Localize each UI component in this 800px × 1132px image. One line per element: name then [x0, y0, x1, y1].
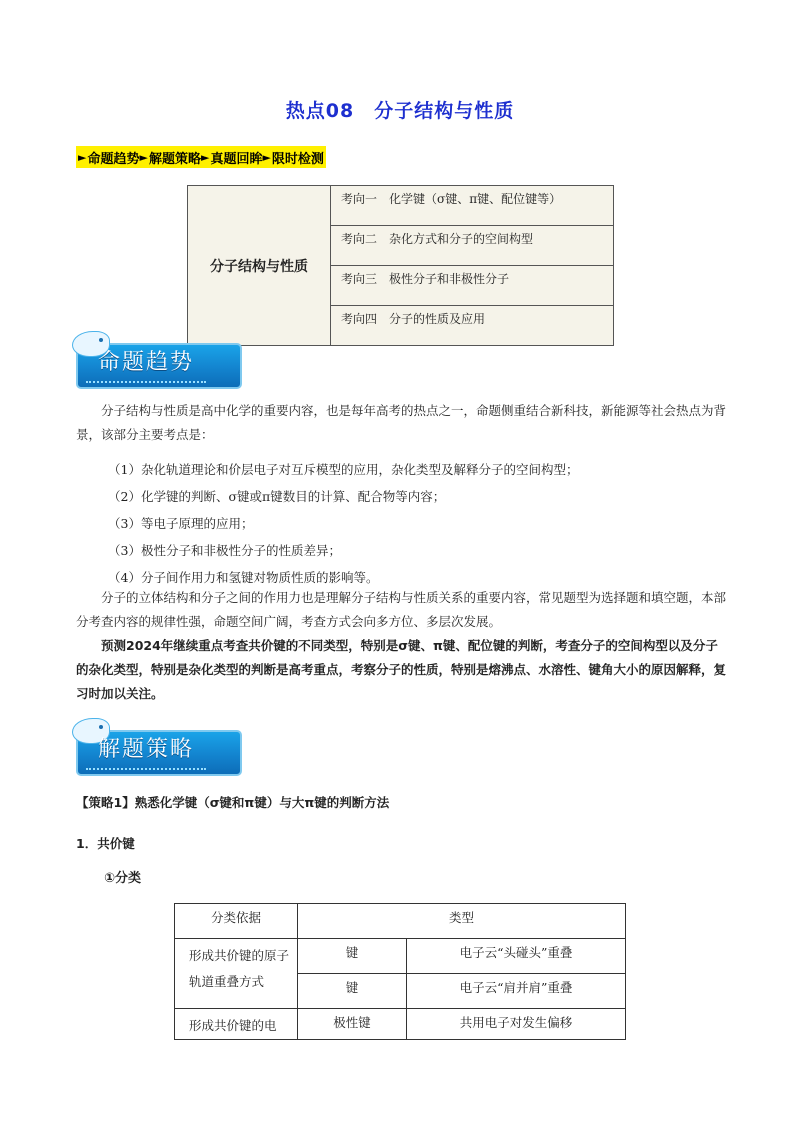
table-cell: 形成共价键的电: [175, 1009, 298, 1040]
strategy-section-badge: 解题策略: [72, 718, 240, 778]
table-cell: 键: [298, 974, 407, 1009]
overview-item: 考向二 杂化方式和分子的空间构型: [331, 226, 614, 266]
table-cell: 电子云“肩并肩”重叠: [407, 974, 626, 1009]
triangle-icon: ►: [200, 150, 210, 164]
section-nav-bar: [76, 146, 326, 168]
wave-icon: [86, 764, 206, 770]
trend-section-badge: 命题趋势: [72, 331, 240, 391]
strategy-heading: 【策略1】熟悉化学键（σ键和π键）与大π键的判断方法: [76, 795, 390, 810]
overview-item: 考向三 极性分子和非极性分子: [331, 266, 614, 306]
nav-item-trend[interactable]: ► 命题趋势: [78, 150, 140, 167]
overview-topic: 分子结构与性质: [188, 186, 331, 346]
nav-item-test[interactable]: ► 限时检测: [262, 150, 324, 167]
trend-intro: 分子结构与性质是高中化学的重要内容，也是每年高考的热点之一，命题侧重结合新科技，新能源等社会热点为背景，该部分主要考点是：: [76, 403, 727, 442]
overview-item: 考向一 化学键（σ键、π键、配位键等）: [331, 186, 614, 226]
trend-prediction: 预测2024年继续重点考查共价键的不同类型，特别是σ键、π键、配位键的判断，考查分子的空间构型以及分子的杂化类型，特别是杂化类型的判断是高考重点，考察分子的性质，特别是熔沸点、水溶性、键角大小的原因解释，复习时加以关注。: [76, 638, 727, 701]
wave-icon: [86, 377, 206, 383]
trend-summary: 分子的立体结构和分子之间的作用力也是理解分子结构与性质关系的重要内容，常见题型为选择题和填空题，本部分考查内容的规律性强，命题空间广阔，考查方式会向多方位、多层次发展。: [76, 590, 727, 629]
triangle-icon: ►: [262, 150, 271, 164]
nav-item-review[interactable]: ► 真题回眸: [200, 150, 263, 167]
page-title: 热点08 分子结构与性质: [285, 100, 515, 122]
nav-item-strategy[interactable]: ► 解题策略: [139, 150, 201, 167]
list-item: （4）分子间作用力和氢键对物质性质的影响等。: [108, 570, 379, 585]
section-heading: 1．共价键: [76, 836, 135, 851]
table-cell: 极性键: [298, 1009, 407, 1040]
table-header: 分类依据: [175, 904, 298, 939]
subsection-heading: ①分类: [104, 871, 142, 886]
classification-table: [174, 903, 626, 1040]
list-item: （3）等电子原理的应用；: [108, 516, 254, 531]
table-cell: 共用电子对发生偏移: [407, 1009, 626, 1040]
table-header: 类型: [298, 904, 626, 939]
list-item: （2）化学键的判断、σ键或π键数目的计算、配合物等内容；: [108, 489, 446, 504]
list-item: （1）杂化轨道理论和价层电子对互斥模型的应用，杂化类型及解释分子的空间构型；: [108, 462, 579, 477]
overview-table: [187, 185, 614, 346]
trend-points: [108, 456, 578, 591]
triangle-icon: ►: [78, 150, 87, 164]
overview-item: 考向四 分子的性质及应用: [331, 306, 614, 346]
table-cell: 形成共价键的原子轨道重叠方式: [175, 939, 298, 1009]
table-cell: 电子云“头碰头”重叠: [407, 939, 626, 974]
triangle-icon: ►: [139, 150, 148, 164]
list-item: （3）极性分子和非极性分子的性质差异；: [108, 543, 341, 558]
table-cell: 键: [298, 939, 407, 974]
